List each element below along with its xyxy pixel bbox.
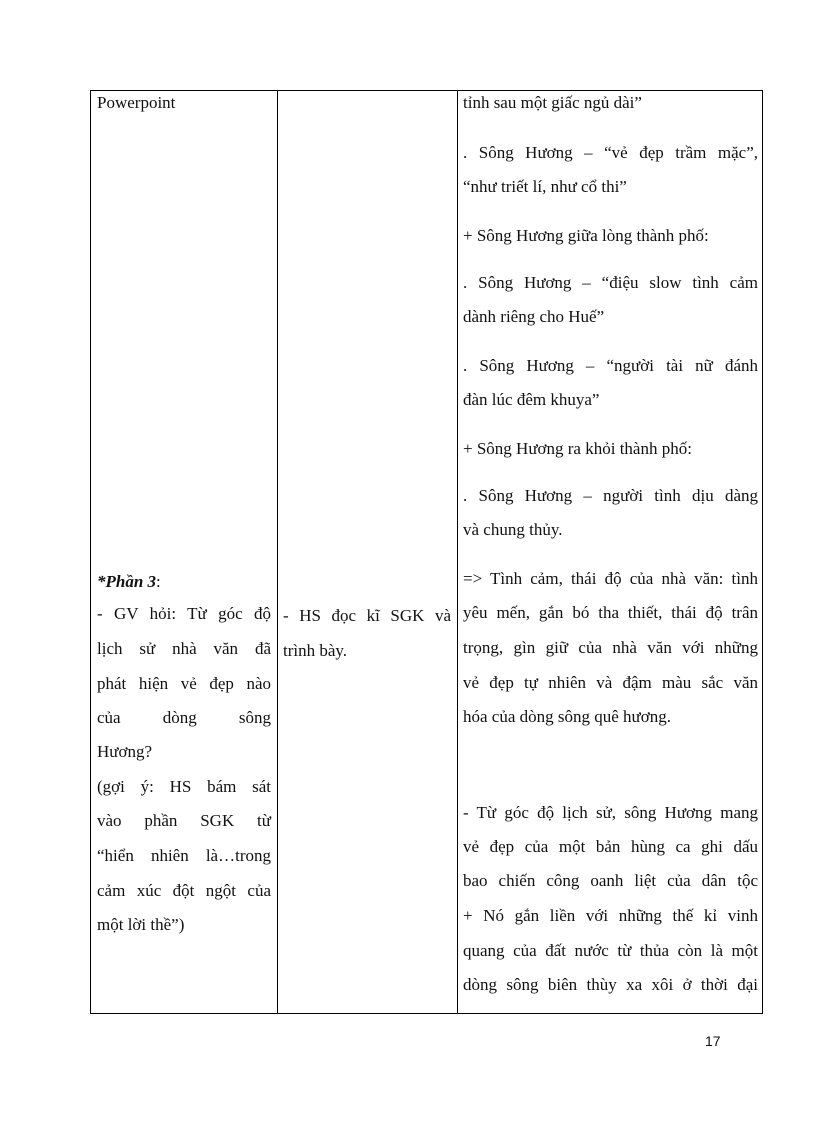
- text-line: => Tình cảm, thái độ của nhà văn: tình: [463, 569, 758, 588]
- section-heading: [97, 570, 271, 594]
- text-line: + Sông Hương giữa lòng thành phố:: [463, 226, 709, 245]
- text-line: - GV hỏi: Từ góc độ: [97, 604, 271, 623]
- text-line: một lời thề”): [97, 915, 185, 934]
- text-line: dòng sông biên thùy xa xôi ở thời đại: [463, 975, 758, 994]
- text-line: phát hiện vẻ đẹp nào: [97, 674, 271, 693]
- text-line: vẻ đẹp tự nhiên và đậm màu sắc văn: [463, 673, 758, 692]
- text-line: bao chiến công oanh liệt của dân tộc: [463, 871, 758, 890]
- section-colon: :: [156, 572, 161, 591]
- content-table: [90, 90, 763, 1014]
- text-line: đàn lúc đêm khuya”: [463, 390, 600, 409]
- text-line: . Sông Hương – người tình dịu dàng: [463, 486, 758, 505]
- column-divider: [457, 91, 458, 1013]
- text-line: (gợi ý: HS bám sát: [97, 777, 271, 796]
- text-line: . Sông Hương – “vẻ đẹp trầm mặc”,: [463, 143, 758, 162]
- text-line: yêu mến, gắn bó tha thiết, thái độ trân: [463, 603, 758, 622]
- text-line: - Từ góc độ lịch sử, sông Hương mang: [463, 803, 758, 822]
- text-line: hóa của dòng sông quê hương.: [463, 707, 672, 726]
- text-line: tỉnh sau một giấc ngủ dài”: [463, 93, 642, 112]
- column-divider: [277, 91, 278, 1013]
- powerpoint-text: Powerpoint: [97, 93, 176, 112]
- text-line: . Sông Hương – “người tài nữ đánh: [463, 356, 758, 375]
- text-line: Hương?: [97, 742, 153, 761]
- text-line: trọng, gìn giữ của nhà văn với những: [463, 638, 758, 657]
- text-line: + Sông Hương ra khỏi thành phố:: [463, 439, 692, 458]
- text-line: quang của đất nước từ thủa còn là một: [463, 941, 758, 960]
- text-line: “như triết lí, như cổ thi”: [463, 177, 627, 196]
- text-line: của dòng sông: [97, 708, 271, 727]
- text-line: vào phần SGK từ: [97, 811, 271, 830]
- text-line: trình bày.: [283, 641, 348, 660]
- text-line: cảm xúc đột ngột của: [97, 881, 271, 900]
- text-line: . Sông Hương – “điệu slow tình cảm: [463, 273, 758, 292]
- text-line: lịch sử nhà văn đã: [97, 639, 271, 658]
- text-line: và chung thủy.: [463, 520, 563, 539]
- text-line: vẻ đẹp của một bản hùng ca ghi dấu: [463, 837, 758, 856]
- section-title: *Phần 3: [97, 572, 157, 591]
- text-line: “hiển nhiên là…trong: [97, 846, 271, 865]
- text-line: dành riêng cho Huế”: [463, 307, 605, 326]
- text-line: - HS đọc kĩ SGK và: [283, 606, 451, 625]
- text-line: + Nó gắn liền với những thế kỉ vinh: [463, 906, 758, 925]
- page-number: 17: [705, 1033, 721, 1049]
